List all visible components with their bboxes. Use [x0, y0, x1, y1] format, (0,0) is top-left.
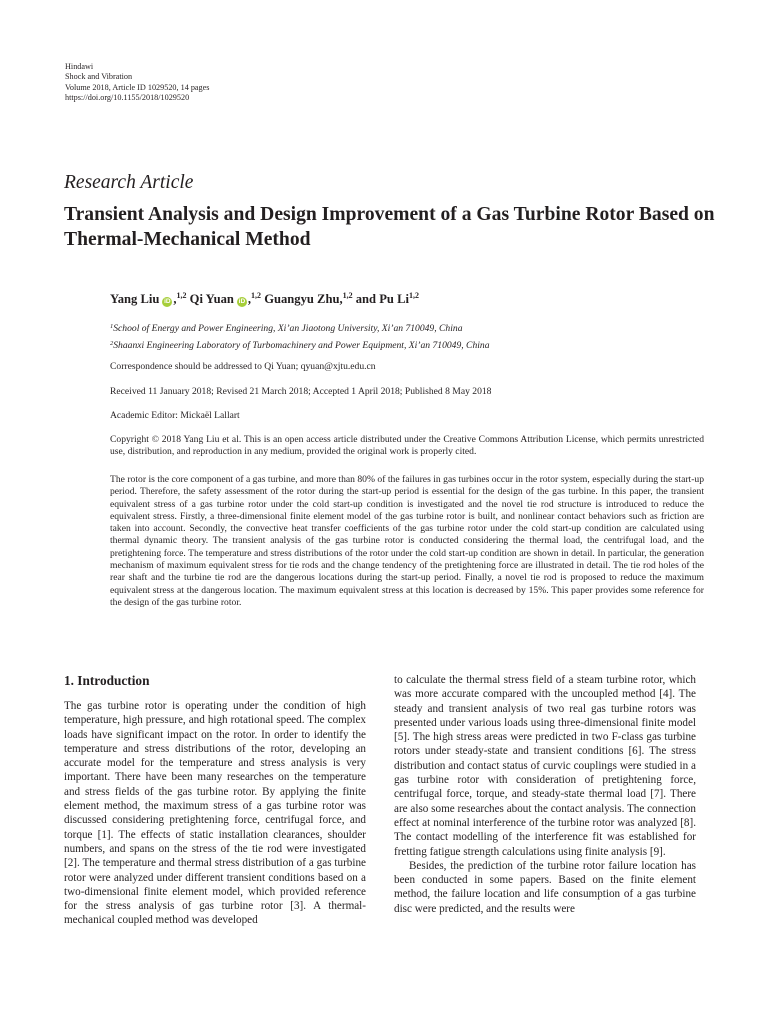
paper-title: Transient Analysis and Design Improvement of a Gas Turbine Rotor Based on Thermal-Mechanical Method: [64, 204, 715, 250]
body-paragraph: The gas turbine rotor is operating under the condition of high temperature, high pressure, and high rotational speed. The complex loads have significant impact on the rotor. In order to identify the temperature and stress distributions of the rotor, developing an accurate model for the temperature and stress analysis is very important. There have been many researches on the temperature and stress fields of the gas turbine rotor. By applying the finite element method, the maximum stress of a gas turbine rotor was discussed considering pretightening force, centrifugal force, and torque [1]. The effects of static installation clearances, shoulder numbers, and spans on the stress of the tie rod were investigated [2]. The temperature and thermal stress distribution of a gas turbine rotor were analyzed under different transient conditions based on a two-dimensional finite element model, which provided reference for the stress analysis of gas turbine rotor [3]. A thermal-mechanical coupled method was developed: [64, 700, 366, 927]
publisher-name: Hindawi: [65, 62, 94, 71]
orcid-icon[interactable]: iD: [238, 298, 246, 305]
author-name[interactable]: Qi Yuan: [189, 292, 234, 306]
affiliations: [110, 320, 490, 353]
volume-info: Volume 2018, Article ID 1029520, 14 pages: [65, 82, 210, 92]
author-name[interactable]: Yang Liu: [110, 292, 160, 306]
article-type: Research Article: [64, 172, 194, 193]
author-list: Yang Liu iD ,$^{1,2}$ Qi Yuan iD ,$^{1,2}$ Guangyu Zhu,$^{1,2}$ and Pu Li$^{1,2}$: [110, 291, 419, 306]
copyright-notice: Copyright © 2018 Yang Liu et al. This is an open access article distributed under the Creative Commons Attribution License, which permits unrestricted use, distribution, and reproduction in any medium, provided the original work is properly cited.: [110, 434, 704, 458]
journal-name: Shock and Vibration: [65, 72, 133, 82]
body-paragraph: to calculate the thermal stress field of a steam turbine rotor, which was more accurate compared with the uncoupled method [4]. The steady and transient analysis of two real gas turbine rotors was presented under various loads using three-dimensional finite model [5]. The high stress areas were predicted in two F-class gas turbine rotors under steady-state and transient conditions [6]. The stress distribution and contact status of curvic couplings were studied in a gas turbine rotor with consideration of pretightening force, centrifugal force, torque, and steady-state thermal load [7]. There are also some researches about the contact analysis. The connection effect at nominal interference of the turbine rotor was analyzed [8]. The contact modelling of the interference fit was established for fretting fatigue strength calculations using finite analysis [9].: [394, 674, 696, 858]
affiliation-line: $^2$Shaanxi Engineering Laboratory of Turbomachinery and Power Equipment, Xi’an 710049, China: [110, 339, 490, 351]
author-affiliation-mark: 1,2: [408, 291, 419, 300]
author-affiliation-mark: 1,2: [251, 291, 262, 300]
publication-dates: Received 11 January 2018; Revised 21 March 2018; Accepted 1 April 2018; Published 8 May 2018: [110, 386, 492, 397]
author-separator: and: [352, 292, 380, 306]
left-column: [64, 673, 366, 928]
journal-header: [65, 62, 209, 103]
abstract-text: The rotor is the core component of a gas turbine, and more than 80% of the failures in gas turbines occur in the rotor system, especially during the start-up period. Therefore, the safety assessment of the rotor during the start-up period is essential for the design of the gas turbine. In this paper, the transient equivalent stress of a gas turbine rotor under the cold start-up condition is investigated and the novel tie rod structure is introduced to reduce the equivalent stress. Firstly, a three-dimensional finite element model of the gas turbine rotor is built, and nonlinear contact behaviors such as friction are taken into account. Secondly, the convective heat transfer coefficients of the gas turbine rotor under the cold start-up condition are calculated using thermal dynamic theory. The transient analysis of the gas turbine rotor is conducted considering the thermal load, the centrifugal load, and the pretightening force. The temperature and stress distributions of the rotor under the cold start-up condition are shown in detail. In particular, the generation mechanism of maximum equivalent stress for tie rods and the change tendency of the pretightening force are illustrated in detail. The tie rod holes of the rear shaft and the turbine tie rod are the dangerous locations during the start-up period. Finally, a novel tie rod is proposed to reduce the maximum equivalent stress at the dangerous location. The maximum equivalent stress at this location is decreased by 15%. This paper provides some reference for the design of the gas turbine rotor.: [110, 474, 704, 608]
academic-editor: Academic Editor: Mickaël Lallart: [110, 410, 240, 421]
author-name[interactable]: Guangyu Zhu,: [264, 292, 343, 306]
body-paragraph: Besides, the prediction of the turbine rotor failure location has been conducted in some papers. Based on the finite element method, the failure location and life consumption of a gas turbine disc were predicted, and the results were: [394, 859, 696, 915]
affiliation-line: $^1$School of Energy and Power Engineering, Xi’an Jiaotong University, Xi’an 710049, China: [110, 323, 463, 334]
author-affiliation-mark: 1,2: [342, 291, 353, 300]
orcid-icon[interactable]: iD: [164, 298, 171, 305]
author-name[interactable]: Pu Li: [379, 292, 409, 306]
section-heading: 1. Introduction: [64, 673, 150, 688]
right-column: [394, 673, 696, 916]
author-affiliation-mark: 1,2: [176, 291, 187, 300]
doi-link[interactable]: https://doi.org/10.1155/2018/1029520: [65, 92, 190, 102]
correspondence: Correspondence should be addressed to Qi Yuan; qyuan@xjtu.edu.cn: [110, 361, 376, 372]
